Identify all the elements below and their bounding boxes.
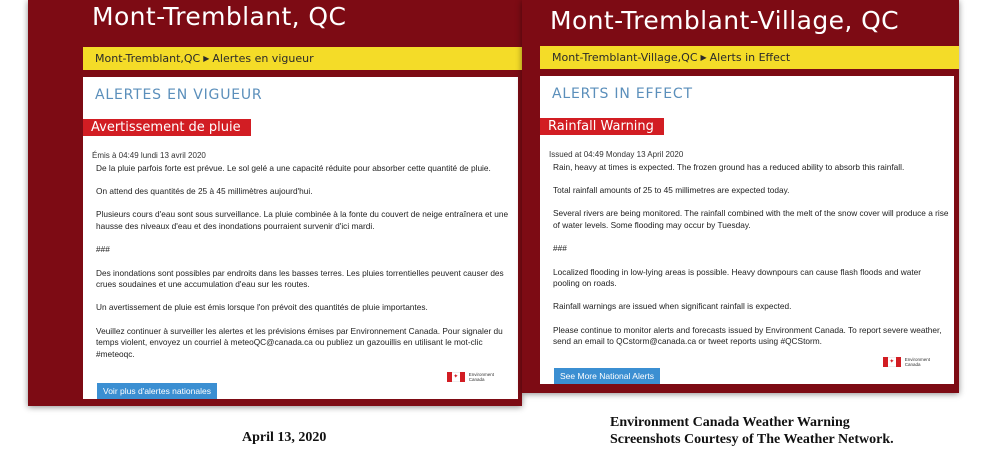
environment-canada-logo: ✦ Environment Canada — [447, 372, 494, 382]
breadcrumb — [83, 47, 522, 70]
warning-label: Avertissement de pluie — [83, 119, 251, 136]
page-title: Mont-Tremblant-Village, QC — [550, 6, 900, 35]
breadcrumb-page: Alerts in Effect — [709, 51, 791, 64]
more-national-alerts-link[interactable]: Voir plus d'alertes nationales — [97, 383, 217, 399]
alert-paragraph: Rainfall warnings are issued when significant rainfall is expected. — [553, 301, 792, 312]
breadcrumb-location[interactable]: Mont-Tremblant-Village,QC — [552, 51, 698, 64]
alert-paragraph: Des inondations sont possibles par endroits dans les basses terres. Les pluies torrentielles peuvent causer des crues soudaines et une accumulation d'eau sur les routes. — [96, 267, 504, 290]
alert-paragraph: Please continue to monitor alerts and forecasts issued by Environment Canada. To report severe weather, send an email to QCstorm@canada.ca or tweet reports using #QCStorm. — [553, 324, 942, 347]
breadcrumb-page: Alertes en vigueur — [212, 52, 314, 65]
source-caption — [610, 414, 894, 448]
source-caption-line: Environment Canada Weather Warning — [610, 415, 850, 430]
alert-paragraph: Localized flooding in low-lying areas is possible. Heavy downpours can cause flash floods and water pooling on roads. — [553, 266, 922, 289]
alert-paragraph: Several rivers are being monitored. The rainfall combined with the melt of the snow cover will produce a rise of water levels. Some flooding may occur by Tuesday. — [553, 208, 949, 231]
issued-timestamp: Émis à 04:49 lundi 13 avril 2020 — [92, 151, 206, 160]
alert-paragraph: Total rainfall amounts of 25 to 45 millimetres are expected today. — [553, 185, 790, 196]
alert-paragraph: Un avertissement de pluie est émis lorsque l'on prévoit des quantités de pluie importantes. — [96, 302, 428, 313]
alert-paragraph: Rain, heavy at times is expected. The frozen ground has a reduced ability to absorb this rainfall. — [553, 162, 905, 172]
breadcrumb-arrow-icon: ▶ — [203, 54, 210, 63]
warning-label: Rainfall Warning — [540, 118, 664, 135]
section-heading: ALERTES EN VIGUEUR — [95, 87, 263, 103]
alert-paragraph: On attend des quantités de 25 à 45 millimètres aujourd'hui. — [96, 186, 313, 197]
section-heading: ALERTS IN EFFECT — [552, 86, 693, 102]
alert-paragraph: De la pluie parfois forte est prévue. Le sol gelé a une capacité réduite pour absorber cette quantité de pluie. — [96, 163, 491, 173]
alert-body — [553, 162, 949, 360]
alert-paragraph: Plusieurs cours d'eau sont sous surveillance. La pluie combinée à la fonte du couvert de neige entraînera et une hausse des niveaux d'eau et des inondations pourraient survenir d'ici mardi. — [96, 209, 509, 232]
canada-flag-icon: ✦ — [447, 372, 465, 382]
environment-canada-logo: ✦ Environment Canada — [883, 357, 930, 367]
alert-content — [83, 77, 518, 399]
date-caption: April 13, 2020 — [242, 430, 327, 445]
french-alert-screenshot — [28, 0, 522, 406]
breadcrumb-location[interactable]: Mont-Tremblant,QC — [95, 52, 201, 65]
alert-paragraph: ### — [553, 243, 567, 254]
page-title: Mont-Tremblant, QC — [92, 2, 347, 31]
alert-body — [96, 163, 510, 372]
alert-content — [540, 76, 954, 384]
more-national-alerts-link[interactable]: See More National Alerts — [554, 368, 660, 384]
issued-timestamp: Issued at 04:49 Monday 13 April 2020 — [549, 150, 684, 159]
canada-flag-icon: ✦ — [883, 357, 901, 367]
alert-paragraph: Veuillez continuer à surveiller les alertes et les prévisions émises par Environnement Canada. Pour signaler du temps violent, envoyez un courriel à meteoQC@canada.ca ou publiez un gazouillis en utilisant le mot-clic #meteoqc. — [96, 325, 503, 360]
english-alert-screenshot — [522, 0, 959, 393]
alert-paragraph: ### — [96, 244, 110, 255]
breadcrumb — [540, 46, 959, 69]
breadcrumb-arrow-icon: ▶ — [700, 53, 707, 62]
source-caption-line: Screenshots Courtesy of The Weather Network. — [610, 432, 894, 447]
